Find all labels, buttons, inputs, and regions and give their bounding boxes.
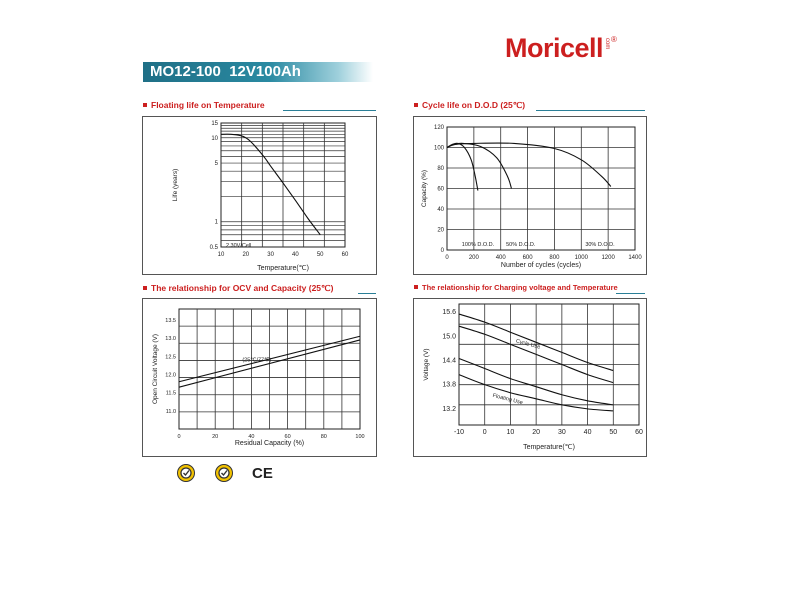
brand-name: Moricell bbox=[505, 33, 604, 63]
floating-life-x-tick-label: 20 bbox=[242, 252, 250, 258]
ocv-capacity-y-tick-label: 11.5 bbox=[165, 390, 176, 397]
section-ocv bbox=[143, 283, 376, 299]
charging-voltage-x-tick-label: 50 bbox=[609, 429, 618, 436]
floating-life-x-tick-label: 60 bbox=[341, 252, 349, 258]
ocv-capacity-chart bbox=[143, 299, 376, 456]
charging-voltage-x-axis-label: Temperature(℃) bbox=[523, 444, 575, 451]
floating-life-x-tick-label: 40 bbox=[292, 252, 299, 258]
ocv-capacity-annotation: (25℃/77℉) bbox=[242, 357, 272, 364]
floating-life-annotation: 2.30V/Cell bbox=[225, 243, 252, 249]
ocv-capacity-y-tick-label: 12.0 bbox=[165, 372, 176, 379]
floating-life-y-tick-label: 15 bbox=[211, 121, 218, 127]
charging-voltage-chart bbox=[414, 299, 646, 456]
charging-voltage-y-tick-label: 14.4 bbox=[442, 357, 456, 365]
floating-life-chart bbox=[143, 117, 376, 274]
charging-voltage-x-tick-label: -10 bbox=[453, 429, 465, 436]
cycle-life-x-tick-label: 800 bbox=[549, 255, 560, 261]
quality-cert-icon bbox=[176, 463, 196, 483]
charging-voltage-annotation: Floating Use bbox=[491, 392, 524, 407]
ocv-capacity-y-tick-label: 13.5 bbox=[165, 317, 176, 324]
cycle-life-chart bbox=[414, 117, 646, 274]
section-floating-title: Floating life on Temperature bbox=[151, 100, 265, 110]
section-charging bbox=[414, 283, 645, 299]
section-divider bbox=[536, 110, 645, 111]
ocv-capacity-x-tick-label: 0 bbox=[177, 434, 181, 440]
cycle-life-annotation: 100% D.O.D. bbox=[461, 241, 495, 248]
bullet-icon bbox=[414, 285, 418, 289]
brand-sub: com bbox=[604, 38, 611, 50]
floating-life-y-axis-label: Life (years) bbox=[172, 168, 179, 202]
ocv-capacity-x-tick-label: 40 bbox=[248, 434, 255, 440]
charging-voltage-x-tick-label: 10 bbox=[506, 429, 515, 436]
ocv-capacity-y-axis-label: Open Circuit Voltage (V) bbox=[152, 333, 159, 405]
bullet-icon bbox=[143, 103, 147, 107]
cycle-life-x-tick-label: 600 bbox=[522, 255, 533, 261]
cycle-life-chart-panel bbox=[413, 116, 647, 275]
charging-voltage-annotation: Cycle Use bbox=[515, 338, 541, 351]
cycle-life-x-tick-label: 1400 bbox=[628, 255, 642, 261]
charging-voltage-x-tick-label: 40 bbox=[583, 429, 592, 436]
floating-life-x-tick-label: 10 bbox=[217, 252, 225, 258]
floating-life-y-tick-label: 1 bbox=[214, 219, 218, 226]
cycle-life-y-tick-label: 20 bbox=[437, 227, 444, 234]
cycle-life-y-tick-label: 80 bbox=[437, 166, 444, 172]
section-divider bbox=[616, 293, 645, 294]
cycle-life-x-tick-label: 200 bbox=[468, 255, 479, 261]
cycle-life-series-line-0 bbox=[447, 143, 478, 190]
section-floating bbox=[143, 100, 376, 116]
floating-life-x-tick-label: 50 bbox=[316, 252, 324, 258]
charging-voltage-y-tick-label: 13.8 bbox=[442, 381, 456, 389]
cycle-life-annotation: 50% D.O.D. bbox=[506, 241, 536, 248]
charging-voltage-x-tick-label: 20 bbox=[532, 429, 541, 436]
ce-mark: CE bbox=[252, 464, 273, 482]
floating-life-x-axis-label: Temperature(℃) bbox=[257, 265, 309, 272]
floating-life-y-tick-label: 10 bbox=[211, 135, 218, 142]
cycle-life-x-tick-label: 1200 bbox=[601, 255, 615, 261]
ocv-capacity-chart-panel bbox=[142, 298, 377, 457]
cycle-life-series-line-1 bbox=[447, 143, 511, 188]
section-ocv-title: The relationship for OCV and Capacity (25℃) bbox=[151, 283, 334, 293]
charging-voltage-y-tick-label: 13.2 bbox=[442, 405, 456, 413]
section-charging-title: The relationship for Charging voltage and Temperature bbox=[422, 283, 618, 292]
charging-voltage-x-tick-label: 60 bbox=[635, 429, 643, 436]
cycle-life-y-tick-label: 100 bbox=[433, 145, 444, 152]
model-title: MO12-100 12V100Ah bbox=[150, 63, 301, 80]
section-cycle bbox=[414, 100, 645, 116]
ocv-capacity-x-tick-label: 100 bbox=[355, 434, 365, 440]
quality-cert-icon bbox=[214, 463, 234, 483]
cycle-life-series-line-2 bbox=[447, 143, 611, 186]
ocv-capacity-x-axis-label: Residual Capacity (%) bbox=[234, 440, 305, 447]
section-divider bbox=[283, 110, 376, 111]
ocv-capacity-y-tick-label: 12.5 bbox=[165, 354, 176, 361]
ocv-capacity-x-tick-label: 80 bbox=[320, 434, 327, 440]
floating-life-y-tick-label: 5 bbox=[214, 161, 218, 168]
charging-voltage-y-tick-label: 15.0 bbox=[442, 333, 456, 341]
section-cycle-title: Cycle life on D.O.D (25℃) bbox=[422, 100, 526, 110]
cycle-life-annotation: 30% D.O.D. bbox=[585, 241, 615, 248]
registered-mark: ® bbox=[611, 35, 617, 44]
cycle-life-y-tick-label: 0 bbox=[440, 248, 444, 254]
ocv-capacity-y-tick-label: 13.0 bbox=[165, 336, 176, 343]
cycle-life-x-tick-label: 0 bbox=[445, 255, 449, 261]
cycle-life-y-axis-label: Capacity (%) bbox=[421, 169, 428, 208]
charging-voltage-x-tick-label: 30 bbox=[557, 429, 566, 436]
floating-life-y-tick-label: 0.5 bbox=[209, 245, 218, 251]
floating-life-x-tick-label: 30 bbox=[267, 252, 274, 258]
section-divider bbox=[358, 293, 376, 294]
ocv-capacity-y-tick-label: 11.0 bbox=[165, 408, 176, 415]
cycle-life-x-axis-label: Number of cycles (cycles) bbox=[500, 262, 582, 269]
cycle-life-y-tick-label: 60 bbox=[437, 186, 444, 193]
floating-life-chart-panel bbox=[142, 116, 377, 275]
brand-logo bbox=[505, 32, 617, 68]
cycle-life-y-tick-label: 40 bbox=[437, 207, 444, 213]
certification-marks bbox=[176, 462, 273, 484]
charging-voltage-chart-panel bbox=[413, 298, 647, 457]
ocv-capacity-x-tick-label: 60 bbox=[284, 434, 291, 440]
bullet-icon bbox=[143, 286, 147, 290]
charging-voltage-x-tick-label: 0 bbox=[482, 429, 487, 436]
floating-life-series-line-0 bbox=[221, 134, 320, 235]
cycle-life-y-tick-label: 120 bbox=[433, 125, 444, 131]
bullet-icon bbox=[414, 103, 418, 107]
ocv-capacity-x-tick-label: 20 bbox=[212, 434, 219, 440]
charging-voltage-y-tick-label: 15.6 bbox=[442, 309, 456, 317]
cycle-life-x-tick-label: 1000 bbox=[574, 255, 588, 261]
cycle-life-x-tick-label: 400 bbox=[495, 255, 506, 261]
charging-voltage-y-axis-label: Voltage (V) bbox=[423, 348, 430, 381]
